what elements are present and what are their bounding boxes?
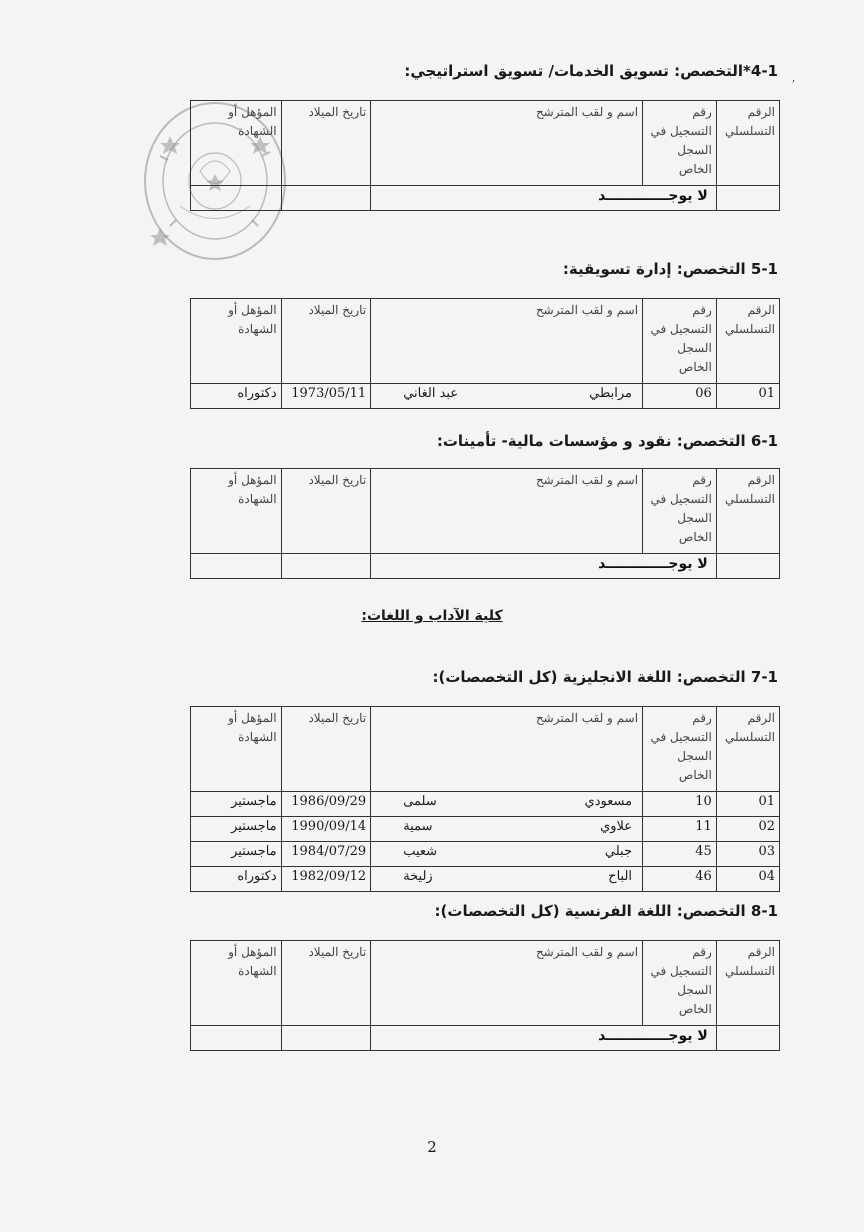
col-birth-date: تاريخ الميلاد bbox=[281, 941, 371, 1026]
cell-registration: 06 bbox=[643, 384, 717, 409]
cell-qualification: دكتوراه bbox=[191, 384, 282, 409]
col-name: اسم و لقب المترشح bbox=[371, 707, 643, 792]
cell-last-name: علاوي bbox=[600, 819, 633, 834]
candidates-table-4-1 bbox=[190, 100, 780, 211]
cell-birth-date: 1973/05/11 bbox=[281, 384, 371, 409]
table-row bbox=[191, 554, 780, 579]
col-birth-date: تاريخ الميلاد bbox=[281, 299, 371, 384]
table-row: 02 11 علاوي سمية 1990/09/14 ماجستير bbox=[191, 817, 780, 842]
table-row bbox=[191, 186, 780, 211]
col-qualification: المؤهل أو الشهادة bbox=[191, 299, 282, 384]
table-header-row bbox=[191, 469, 780, 554]
col-name: اسم و لقب المترشح bbox=[371, 299, 643, 384]
cell-first-name: سمية bbox=[403, 819, 433, 834]
cell-first-name: عبد الغاني bbox=[403, 386, 459, 401]
faculty-title: كلية الآداب و اللغات: bbox=[361, 608, 503, 624]
cell-last-name: مرابطي bbox=[589, 386, 633, 401]
col-registration: رقم التسجيل في السجل الخاص bbox=[643, 469, 717, 554]
cell-first-name: شعيب bbox=[403, 844, 438, 859]
table-row: 03 45 جبلي شعيب 1984/07/29 ماجستير bbox=[191, 842, 780, 867]
table-row bbox=[191, 1026, 780, 1051]
section-title-8-1: 8-1 التخصص: اللغة الفرنسية (كل التخصصات): bbox=[434, 902, 778, 920]
cell-first-name: سلمى bbox=[403, 794, 437, 809]
section-title-6-1: 6-1 التخصص: نقود و مؤسسات مالية- تأمينات: bbox=[436, 432, 778, 450]
table-row: 04 46 الباح زليخة 1982/09/12 دكتوراه bbox=[191, 867, 780, 892]
col-registration: رقم التسجيل في السجل الخاص bbox=[643, 941, 717, 1026]
none-label: لا يوجـــــــــــــد bbox=[598, 188, 708, 204]
none-label: لا يوجـــــــــــــد bbox=[598, 556, 708, 572]
col-name: اسم و لقب المترشح bbox=[371, 941, 643, 1026]
cell-last-name: مسعودي bbox=[584, 794, 633, 809]
col-qualification: المؤهل أو الشهادة bbox=[191, 469, 282, 554]
table-row bbox=[191, 384, 780, 409]
cell-last-name: الباح bbox=[608, 869, 633, 884]
col-qualification: المؤهل أو الشهادة bbox=[191, 941, 282, 1026]
table-header-row bbox=[191, 101, 780, 186]
col-birth-date: تاريخ الميلاد bbox=[281, 707, 371, 792]
col-qualification: المؤهل أو الشهادة bbox=[191, 101, 282, 186]
col-registration: رقم التسجيل في السجل الخاص bbox=[643, 299, 717, 384]
col-name: اسم و لقب المترشح bbox=[371, 469, 643, 554]
section-title-7-1: 7-1 التخصص: اللغة الانجليزية (كل التخصصات): bbox=[432, 668, 778, 686]
cell-serial: 01 bbox=[716, 384, 779, 409]
table-header-row bbox=[191, 707, 780, 792]
table-header-row bbox=[191, 299, 780, 384]
candidates-table-8-1 bbox=[190, 940, 780, 1051]
col-registration: رقم التسجيل في السجل الخاص bbox=[643, 101, 717, 186]
stray-mark: , bbox=[792, 73, 796, 84]
candidates-table-6-1 bbox=[190, 468, 780, 579]
col-serial: الرقم التسلسلي bbox=[716, 101, 779, 186]
col-birth-date: تاريخ الميلاد bbox=[281, 469, 371, 554]
section-title-4-1: 4-1*التخصص: تسويق الخدمات/ تسويق استراتيجي: bbox=[404, 62, 778, 80]
page-number: 2 bbox=[427, 1138, 437, 1156]
cell-first-name: زليخة bbox=[403, 869, 433, 884]
col-serial: الرقم التسلسلي bbox=[716, 299, 779, 384]
col-qualification: المؤهل أو الشهادة bbox=[191, 707, 282, 792]
section-title-5-1: 5-1 التخصص: إدارة تسويقية: bbox=[562, 260, 778, 278]
col-birth-date: تاريخ الميلاد bbox=[281, 101, 371, 186]
candidates-table-5-1 bbox=[190, 298, 780, 409]
col-registration: رقم التسجيل في السجل الخاص bbox=[643, 707, 717, 792]
table-header-row bbox=[191, 941, 780, 1026]
col-serial: الرقم التسلسلي bbox=[716, 941, 779, 1026]
candidates-table-7-1 bbox=[190, 706, 780, 892]
col-serial: الرقم التسلسلي bbox=[716, 707, 779, 792]
none-label: لا يوجـــــــــــــد bbox=[598, 1028, 708, 1044]
col-serial: الرقم التسلسلي bbox=[716, 469, 779, 554]
cell-last-name: جبلي bbox=[604, 844, 633, 859]
col-name: اسم و لقب المترشح bbox=[371, 101, 643, 186]
table-row: 01 10 مسعودي سلمى 1986/09/29 ماجستير bbox=[191, 792, 780, 817]
